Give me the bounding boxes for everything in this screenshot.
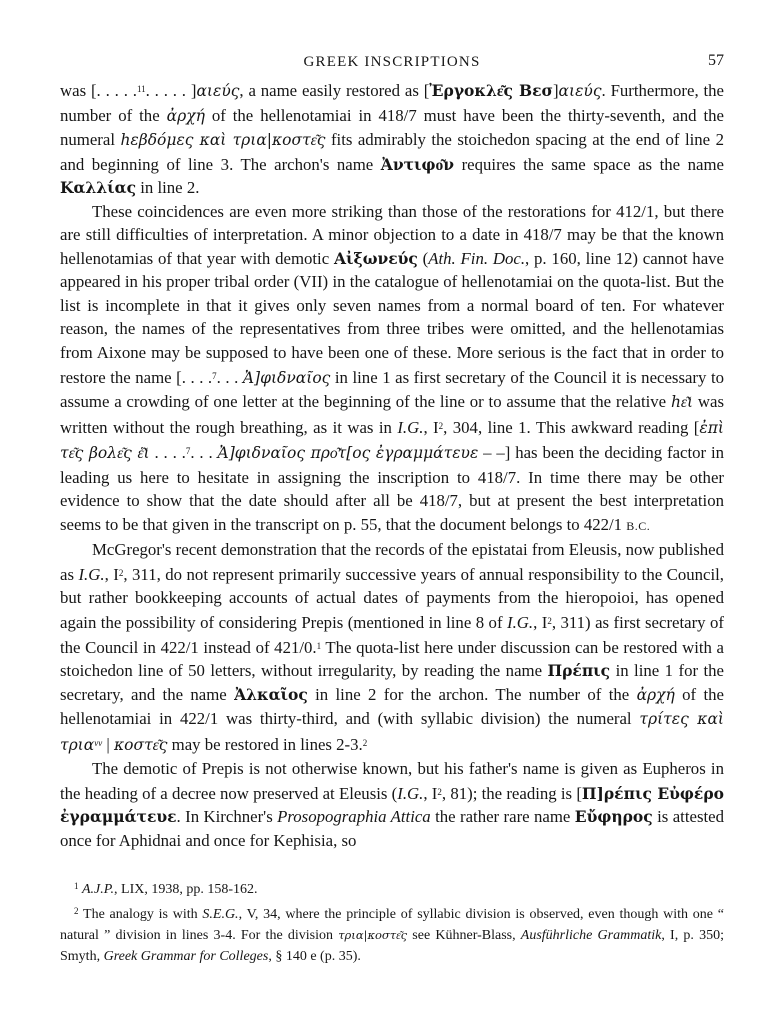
greek-text: Εὔφηρος: [574, 807, 653, 827]
text-run: These coincidences are even more striking than those of the restorations for 412/1, but there are still difficulties of interpretation. A minor objection to a date in 418/7 may be that the known hellenotamias of that year with demotic: [60, 201, 724, 268]
paragraph-2: [60, 200, 724, 539]
text-run: , 311) as first secretary of the Council in 422/1 instead of 421/0.: [60, 613, 724, 657]
superscript: 2: [438, 420, 444, 431]
text-run: ]: [552, 81, 559, 100]
text-run: in line 1 as first secretary of the Council it is necessary to assume a crowding of one letter at the beginning of the line or to assume that the relative: [60, 367, 725, 412]
text-run: in line 2 for the archon. The number of the: [307, 684, 637, 704]
greek-text: τρια|κοστε͂ς: [338, 928, 408, 942]
vacat-mark: vv: [94, 737, 103, 748]
text-run: of the hellenotamiai in 418/7 must have been the thirty-seventh, and the numeral: [60, 105, 725, 150]
text-run: , I: [533, 613, 548, 633]
greek-text: hεβδόμες καὶ τρια|κοστε͂ς: [120, 131, 326, 150]
greek-text: hε͂ι: [670, 393, 694, 412]
greek-text: Π]ρέπις Εὐφέρο ἐγραμμάτευε: [60, 783, 724, 827]
small-caps: B.C.: [626, 518, 651, 533]
text-run: – –] has been the deciding factor in leading us here to hesitate in assigning the inscription to 418/7. In time there may be other evidence to show that the date should after all be 418/7, but at present the best interpretation seems to be that given in the transcript on p. 55, that the document belongs to 422/1: [60, 443, 725, 534]
text-run: in line 2.: [136, 178, 200, 198]
text-run: The demotic of Prepis is not otherwise known, but his father's name is given as Eupheros in the heading of a decree now preserved at Eleusis (: [60, 759, 724, 803]
superscript: 2: [547, 616, 552, 627]
greek-text: ἀρχή: [166, 106, 205, 125]
paragraph-1: [60, 78, 724, 200]
greek-text: τρίτες καὶ τρια: [60, 710, 724, 754]
text-run: may be restored in lines 2-3.: [167, 734, 363, 754]
running-head: GREEK INSCRIPTIONS: [303, 54, 481, 70]
page-number: 57: [708, 52, 724, 69]
greek-text: Ἀλκαῖος: [234, 684, 308, 704]
text-run: is attested once for Aphidnai and once for Kephisia, so: [60, 807, 724, 850]
letter-count: 7: [185, 446, 191, 457]
text-run: The analogy is with: [83, 906, 203, 922]
text-run: , 81); the reading is [: [441, 783, 582, 803]
text-run: |: [102, 734, 114, 754]
citation: I.G.: [397, 417, 424, 437]
paragraph-3: [60, 538, 724, 757]
citation: I.G.: [397, 783, 424, 803]
greek-text: Καλλίας: [60, 178, 137, 198]
footnote-2: [60, 901, 724, 968]
text-run: (: [417, 248, 429, 268]
citation: Ath. Fin. Doc.: [428, 248, 526, 268]
text-run: , I: [104, 564, 119, 584]
text-run: . In Kirchner's: [176, 807, 278, 827]
body-text: [60, 78, 724, 853]
greek-text: Ἀντιφο͂ν: [380, 154, 455, 174]
text-run: . . . . . ]: [145, 81, 197, 100]
footnotes: [60, 876, 724, 967]
text-run: . Furthermore, the number of the: [60, 81, 724, 125]
greek-text: Ἀ]φιδναῖος προ͂τ[ος ἐγραμμάτευε: [217, 444, 479, 463]
text-run: of the hellenotamiai in 422/1 was thirty-third, and (with syllabic division) the numeral: [60, 684, 724, 729]
paragraph-4: [60, 757, 724, 852]
citation: S.E.G.: [202, 906, 239, 922]
greek-text: Αἰξωνεύς: [333, 248, 418, 268]
text-run: . . . .: [149, 443, 186, 463]
letter-count: 7: [212, 370, 217, 381]
text-run: in line 1 for the secretary, and the name: [60, 661, 724, 704]
text-run: The quota-list here under discussion can be restored with a stoichedon line of 50 letters, without irregularity, by reading the name: [60, 637, 724, 681]
citation: Prosopographia Attica: [277, 807, 431, 827]
greek-text: ἀρχή: [636, 685, 675, 704]
footnote-1: [60, 876, 724, 901]
text-run: , V, 34, where the principle of syllabic division is observed, even though with one “ natural ” division in lines 3-4. For the division: [60, 906, 724, 943]
greek-text: ἐπὶ τε͂ς βολε͂ς ἑ͂ι: [60, 418, 724, 463]
greek-text: Πρέπις: [547, 661, 611, 681]
greek-text: αιεύς: [196, 82, 240, 100]
text-run: , I: [423, 417, 439, 437]
citation: Ausführliche Grammatik: [520, 928, 662, 943]
text-run: , 311, do not represent primarily successive years of annual responsibility to the Council, but rather bookkeeping accounts of actual dates of payments from the hieropoioi, has opened again the possibility of considering Prepis (mentioned in line 8 of: [60, 564, 724, 633]
text-run: , LIX, 1938, pp. 158-162.: [114, 882, 258, 897]
page-header: [60, 52, 724, 78]
footnote-ref[interactable]: 2: [362, 737, 368, 748]
greek-text: κοστε͂ς: [114, 735, 168, 754]
text-run: , I: [423, 783, 438, 803]
text-run: , I, p. 350; Smyth,: [60, 928, 724, 964]
text-run: . . .: [216, 367, 243, 387]
text-run: , 304, line 1. This awkward reading [: [443, 417, 700, 437]
superscript: 2: [118, 567, 124, 578]
greek-text: Ἐργοκλε͂ς Βεσ: [429, 81, 553, 100]
page: [60, 52, 724, 853]
text-run: , a name easily restored as [: [239, 81, 430, 100]
text-run: was [. . . . .: [60, 81, 137, 100]
text-run: was written without the rough breathing, as it was in: [60, 392, 724, 437]
greek-text: αιεύς: [558, 82, 602, 100]
superscript: 2: [437, 786, 442, 797]
citation: I.G.: [78, 564, 105, 584]
text-run: requires the same space as the name: [454, 154, 724, 174]
citation: Greek Grammar for Colleges: [103, 948, 269, 964]
footnote-mark: 2: [74, 905, 79, 916]
letter-count: 11: [136, 84, 146, 94]
text-run: the rather rare name: [430, 807, 575, 827]
text-run: , p. 160, line 12) cannot have appeared in his proper tribal order (VII) in the catalogue of hellenotamiai on the quota-list. But the list is incomplete in that it gives only seven names from a normal board of ten. For whatever reason, the names of the representatives from three tribes were omitted, and the hellenotamias from Aixone may be supposed to have been one of these. More serious is the fact that in order to restore the name [. . . .: [60, 248, 724, 387]
footnote-ref[interactable]: 1: [316, 640, 322, 651]
text-run: , § 140 e (p. 35).: [268, 948, 361, 964]
greek-text: Ἀ]φιδναῖος: [242, 368, 331, 387]
text-run: see Kühner-Blass,: [407, 928, 521, 943]
footnote-mark: 1: [74, 881, 79, 891]
text-run: . . .: [190, 443, 218, 463]
citation: A.J.P.: [82, 882, 115, 897]
citation: I.G.: [507, 613, 534, 633]
text-run: McGregor's recent demonstration that the records of the epistatai from Eleusis, now published as: [60, 540, 724, 584]
text-run: fits admirably the stoichedon spacing at the end of line 2 and beginning of line 3. The archon's name: [60, 130, 724, 174]
